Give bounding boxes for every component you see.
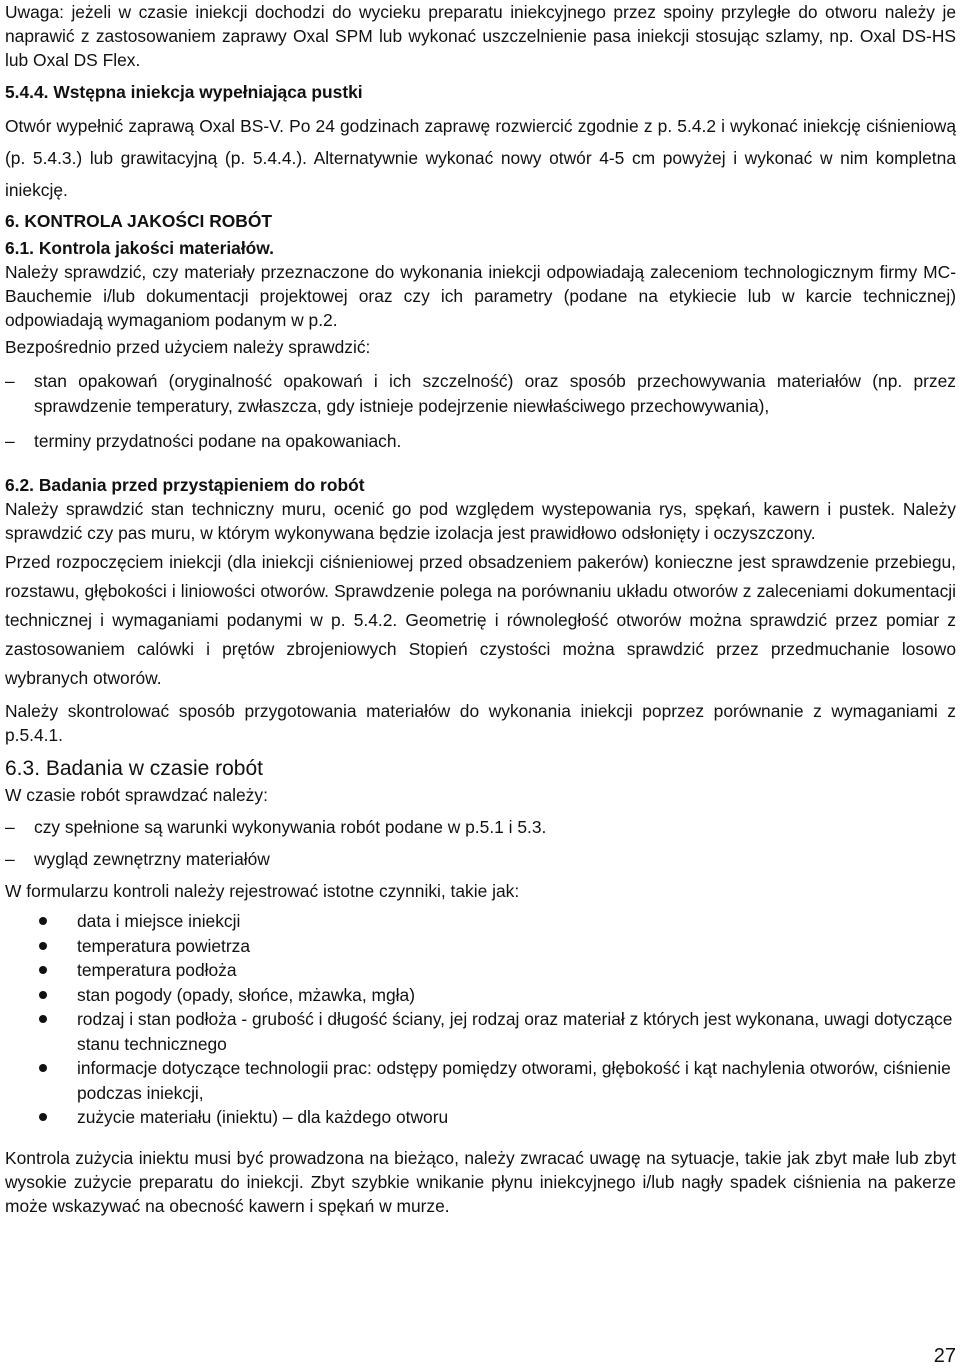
- during-work-check-list: [5, 815, 956, 871]
- form-intro: W formularzu kontroli należy rejestrować istotne czynniki, takie jak:: [5, 881, 520, 901]
- list-item: temperatura podłoża: [5, 958, 956, 983]
- section-6-2-para1: Należy sprawdzić stan techniczny muru, ocenić go pod względem wystepowania rys, spękań, kawern i pustek. Należy sprawdzić czy pas muru, w którym wykonywana będzie izolacja jest prawidłowo odsłonięty i oczyszczony.: [5, 499, 956, 543]
- material-check-list: [5, 369, 956, 453]
- section-6-1-para1: Należy sprawdzić, czy materiały przeznaczone do wykonania iniekcji odpowiadają zaleceniom technologicznym firmy MC-Bauchemie i/lub dokumentacji projektowej oraz czy ich parametry (podane na etykiecie lub w karcie technicznej) odpowiadają wymaganiom podanym w p.2.: [5, 262, 956, 330]
- list-item: temperatura powietrza: [5, 934, 956, 959]
- warning-paragraph: Uwaga: jeżeli w czasie iniekcji dochodzi do wycieku preparatu iniekcyjnego przez spoiny przyległe do otworu należy je naprawić z zastosowaniem zaprawy Oxal SPM lub wykonać uszczelnienie pasa iniekcji stosując szlamy, np. Oxal DS-HS lub Oxal DS Flex.: [5, 2, 956, 70]
- closing-paragraph: Kontrola zużycia iniektu musi być prowadzona na bieżąco, należy zwracać uwagę na sytuacje, takie jak zbyt małe lub zbyt wysokie zużycie preparatu do iniekcji. Zbyt szybkie wnikanie płynu iniekcyjnego i/lub nagły spadek ciśnienia na pakerze może wskazywać na obecność kawern i spękań w murze.: [5, 1147, 956, 1216]
- list-item: stan pogody (opady, słońce, mżawka, mgła): [5, 983, 956, 1008]
- list-item: – stan opakowań (oryginalność opakowań i ich szczelność) oraz sposób przechowywania materiałów (np. przez sprawdzenie temperatury, zwłaszcza, gdy istnieje podejrzenie niewłaściwego przechowywania),: [5, 369, 956, 419]
- section-5-4-4-text: Otwór wypełnić zaprawą Oxal BS-V. Po 24 godzinach zaprawę rozwiercić zgodnie z p. 5.4.2 i wykonać iniekcję ciśnieniową (p. 5.4.3.) lub grawitacyjną (p. 5.4.4.). Alternatywnie wykonać nowy otwór 4-5 cm powyżej i wykonać w nim kompletna iniekcję.: [5, 116, 956, 200]
- document-page: [5, 0, 956, 1218]
- list-item: rodzaj i stan podłoża - grubość i długość ściany, jej rodzaj oraz materiał z których jest wykonana, uwagi dotyczące stanu technicznego: [5, 1007, 956, 1056]
- section-6-2-heading: 6.2. Badania przed przystąpieniem do robót: [5, 475, 365, 495]
- section-6-1-heading: 6.1. Kontrola jakości materiałów.: [5, 238, 275, 258]
- list-item: data i miejsce iniekcji: [5, 909, 956, 934]
- section-6-heading: 6. KONTROLA JAKOŚCI ROBÓT: [5, 211, 272, 231]
- section-6-3-heading: 6.3. Badania w czasie robót: [5, 757, 263, 780]
- section-6-2-para3: Należy skontrolować sposób przygotowania materiałów do wykonania iniekcji poprzez porównanie z wymaganiami z p.5.4.1.: [5, 701, 956, 745]
- list-item: – czy spełnione są warunki wykonywania robót podane w p.5.1 i 5.3.: [5, 815, 956, 839]
- list-item: informacje dotyczące technologii prac: odstępy pomiędzy otworami, głębokość i kąt nachylenia otworów, ciśnienie podczas iniekcji,: [5, 1056, 956, 1105]
- list-item: – terminy przydatności podane na opakowaniach.: [5, 429, 956, 453]
- section-6-3-intro: W czasie robót sprawdzać należy:: [5, 785, 268, 805]
- section-6-1-para2: Bezpośrednio przed użyciem należy sprawdzić:: [5, 337, 371, 357]
- factors-list: [5, 909, 956, 1130]
- list-item: – wygląd zewnętrzny materiałów: [5, 847, 956, 871]
- section-6-2-para2: Przed rozpoczęciem iniekcji (dla iniekcji ciśnieniowej przed obsadzeniem pakerów) konieczne jest sprawdzenie przebiegu, rozstawu, głębokości i liniowości otworów. Sprawdzenie polega na porównaniu układu otworów z zaleceniami dokumentacji technicznej i wymaganiami podanymi w p. 5.4.2. Geometrię i równoległość otworów można sprawdzić przez pomiar z zastosowaniem calówki i prętów zbrojeniowych Stopień czystości można sprawdzić przez przedmuchanie losowo wybranych otworów.: [5, 552, 956, 688]
- page-number: 27: [933, 1345, 956, 1367]
- list-item: zużycie materiału (iniektu) – dla każdego otworu: [5, 1105, 956, 1130]
- section-5-4-4-heading: 5.4.4. Wstępna iniekcja wypełniająca pustki: [5, 82, 363, 102]
